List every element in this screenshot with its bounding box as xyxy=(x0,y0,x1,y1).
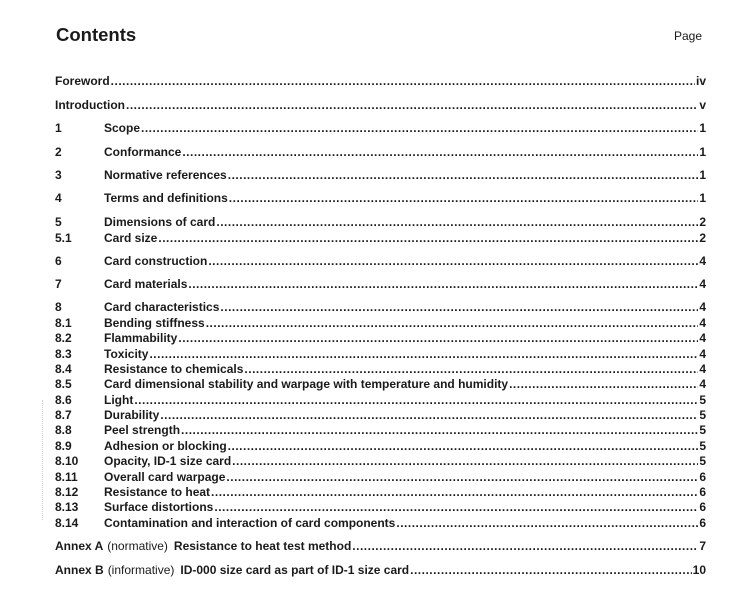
toc-entry-page: 2 xyxy=(699,231,706,245)
dot-leader xyxy=(396,516,698,530)
dot-leader xyxy=(410,563,692,577)
annex-label: Annex A xyxy=(55,539,104,553)
dot-leader xyxy=(178,331,698,345)
toc-entry[interactable] xyxy=(55,331,706,345)
toc-entry-title: Contamination and interaction of card components xyxy=(104,516,396,530)
toc-entry-number: 8.8 xyxy=(55,423,72,437)
toc-entry-number: 5 xyxy=(55,215,62,229)
toc-entry-title: Dimensions of card xyxy=(104,215,216,229)
annex-title: Resistance to heat test method xyxy=(173,539,352,553)
dot-leader xyxy=(228,168,699,182)
toc-entry-number: 1 xyxy=(55,121,62,135)
annex-page: 10 xyxy=(692,563,706,577)
toc-entry-number: 8.1 xyxy=(55,316,72,330)
toc-entry-page: 4 xyxy=(699,331,706,345)
toc-entry[interactable] xyxy=(55,231,706,245)
toc-entry[interactable] xyxy=(55,500,706,514)
toc-entry[interactable] xyxy=(55,74,706,88)
dot-leader xyxy=(232,454,698,468)
toc-entry-title: Durability xyxy=(104,408,160,422)
dot-leader xyxy=(181,423,698,437)
toc-entry-number: 5.1 xyxy=(55,231,72,245)
toc-entry-title: Toxicity xyxy=(104,347,149,361)
toc-entry-page: iv xyxy=(695,74,706,88)
toc-entry-number: 8.7 xyxy=(55,408,72,422)
toc-entry-page: 4 xyxy=(699,347,706,361)
toc-entry[interactable] xyxy=(55,215,706,229)
toc-entry-number: 8.6 xyxy=(55,393,72,407)
toc-entry[interactable] xyxy=(55,439,706,453)
toc-entry-number: 8 xyxy=(55,300,62,314)
toc-entry-number: 8.13 xyxy=(55,500,79,514)
toc-entry-number: 8.11 xyxy=(55,470,78,484)
toc-entry[interactable] xyxy=(55,191,706,205)
toc-entry[interactable] xyxy=(55,316,706,330)
dot-leader xyxy=(134,393,698,407)
toc-entry-page: 6 xyxy=(699,470,706,484)
toc-entry-title: Introduction xyxy=(55,98,125,112)
toc-entry-number: 8.5 xyxy=(55,377,72,391)
toc-entry-number: 8.12 xyxy=(55,485,79,499)
toc-entry-page: 5 xyxy=(699,423,706,437)
toc-entry[interactable] xyxy=(55,423,706,437)
toc-entry-title: Adhesion or blocking xyxy=(104,439,227,453)
toc-entry-number: 8.2 xyxy=(55,331,72,345)
toc-entry-page: v xyxy=(699,98,706,112)
toc-entry-page: 4 xyxy=(699,277,706,291)
toc-entry-page: 1 xyxy=(699,145,706,159)
toc-entry-page: 6 xyxy=(699,500,706,514)
toc-entry-title: Card characteristics xyxy=(104,300,220,314)
toc-entry-title: Conformance xyxy=(104,145,182,159)
toc-entry-number: 3 xyxy=(55,168,62,182)
toc-entry-title: Foreword xyxy=(55,74,110,88)
dot-leader xyxy=(111,74,695,88)
annex-page: 7 xyxy=(699,539,706,553)
toc-entry-title: Peel strength xyxy=(104,423,181,437)
toc-entry-page: 4 xyxy=(699,362,706,376)
toc-entry-page: 2 xyxy=(699,215,706,229)
toc-entry-title: Scope xyxy=(104,121,141,135)
toc-entry[interactable] xyxy=(55,362,706,376)
dot-leader xyxy=(220,300,698,314)
annex-label: Annex B xyxy=(55,563,104,577)
dot-leader xyxy=(352,539,698,553)
dot-leader xyxy=(216,215,698,229)
toc-entry-title: Overall card warpage xyxy=(104,470,226,484)
dot-leader xyxy=(141,121,698,135)
toc-entry-page: 1 xyxy=(699,168,706,182)
toc-entry[interactable] xyxy=(55,145,706,159)
dot-leader xyxy=(206,316,699,330)
toc-entry-number: 6 xyxy=(55,254,62,268)
dot-leader xyxy=(211,485,698,499)
dot-leader xyxy=(244,362,698,376)
toc-entry-number: 8.9 xyxy=(55,439,72,453)
toc-entry[interactable] xyxy=(55,277,706,291)
toc-entry-page: 4 xyxy=(699,377,706,391)
toc-entry-page: 5 xyxy=(699,454,706,468)
toc-entry-page: 4 xyxy=(699,300,706,314)
annex-kind: (informative) xyxy=(107,563,175,577)
toc-entry-title: Surface distortions xyxy=(104,500,214,514)
dot-leader xyxy=(160,408,698,422)
dot-leader xyxy=(182,145,698,159)
toc-entry-title: Resistance to heat xyxy=(104,485,211,499)
page-column-header: Page xyxy=(674,29,703,43)
dot-leader xyxy=(214,500,698,514)
toc-entry-page: 6 xyxy=(699,485,706,499)
toc-entry-title: Resistance to chemicals xyxy=(104,362,244,376)
toc-entry[interactable] xyxy=(55,393,706,407)
toc-entry-page: 5 xyxy=(699,408,706,422)
toc-entry-title: Terms and definitions xyxy=(104,191,228,205)
toc-entry[interactable] xyxy=(55,485,706,499)
toc-entry-page: 5 xyxy=(699,393,706,407)
dot-leader xyxy=(509,377,698,391)
page-title: Contents xyxy=(56,24,137,45)
toc-entry-title: Bending stiffness xyxy=(104,316,205,330)
annex-title: ID-000 size card as part of ID-1 size card xyxy=(180,563,410,577)
toc-entry-title: Card size xyxy=(104,231,158,245)
toc-entry-number: 4 xyxy=(55,191,62,205)
toc-entry-page: 1 xyxy=(699,191,706,205)
toc-entry-title: Flammability xyxy=(104,331,178,345)
toc-entry-number: 8.4 xyxy=(55,362,72,376)
toc-entry-number: 7 xyxy=(55,277,62,291)
toc-entry-page: 6 xyxy=(699,516,706,530)
toc-entry-title: Light xyxy=(104,393,134,407)
toc-entry-title: Opacity, ID-1 size card xyxy=(104,454,232,468)
dot-leader xyxy=(158,231,698,245)
toc-annex-entry[interactable] xyxy=(55,563,706,577)
dot-leader xyxy=(228,439,699,453)
margin-watermark xyxy=(42,400,45,520)
toc-entry[interactable] xyxy=(55,377,706,391)
toc-entry-number: 8.10 xyxy=(55,454,79,468)
toc-entry[interactable] xyxy=(55,408,706,422)
dot-leader xyxy=(226,470,698,484)
dot-leader xyxy=(126,98,698,112)
toc-entry[interactable] xyxy=(55,98,706,112)
toc-entry-number: 8.14 xyxy=(55,516,79,530)
toc-entry[interactable] xyxy=(55,254,706,268)
toc-entry-title: Card construction xyxy=(104,254,208,268)
toc-entry-title: Card materials xyxy=(104,277,188,291)
toc-annex-entry[interactable] xyxy=(55,539,706,553)
toc-entry-title: Normative references xyxy=(104,168,227,182)
toc-entry[interactable] xyxy=(55,168,706,182)
toc-entry-number: 2 xyxy=(55,145,62,159)
dot-leader xyxy=(149,347,698,361)
toc-entry[interactable] xyxy=(55,121,706,135)
dot-leader xyxy=(229,191,699,205)
toc-entry[interactable] xyxy=(55,516,706,530)
toc-entry[interactable] xyxy=(55,347,706,361)
toc-entry-page: 4 xyxy=(699,254,706,268)
toc-entry[interactable] xyxy=(55,470,706,484)
toc-entry-page: 4 xyxy=(699,316,706,330)
toc-entry-number: 8.3 xyxy=(55,347,72,361)
toc-entry-title: Card dimensional stability and warpage with temperature and humidity xyxy=(104,377,509,391)
dot-leader xyxy=(208,254,698,268)
annex-kind: (normative) xyxy=(107,539,168,553)
toc-entry[interactable] xyxy=(55,454,706,468)
toc-entry[interactable] xyxy=(55,300,706,314)
toc-entry-page: 1 xyxy=(699,121,706,135)
dot-leader xyxy=(188,277,698,291)
toc-entry-page: 5 xyxy=(699,439,706,453)
